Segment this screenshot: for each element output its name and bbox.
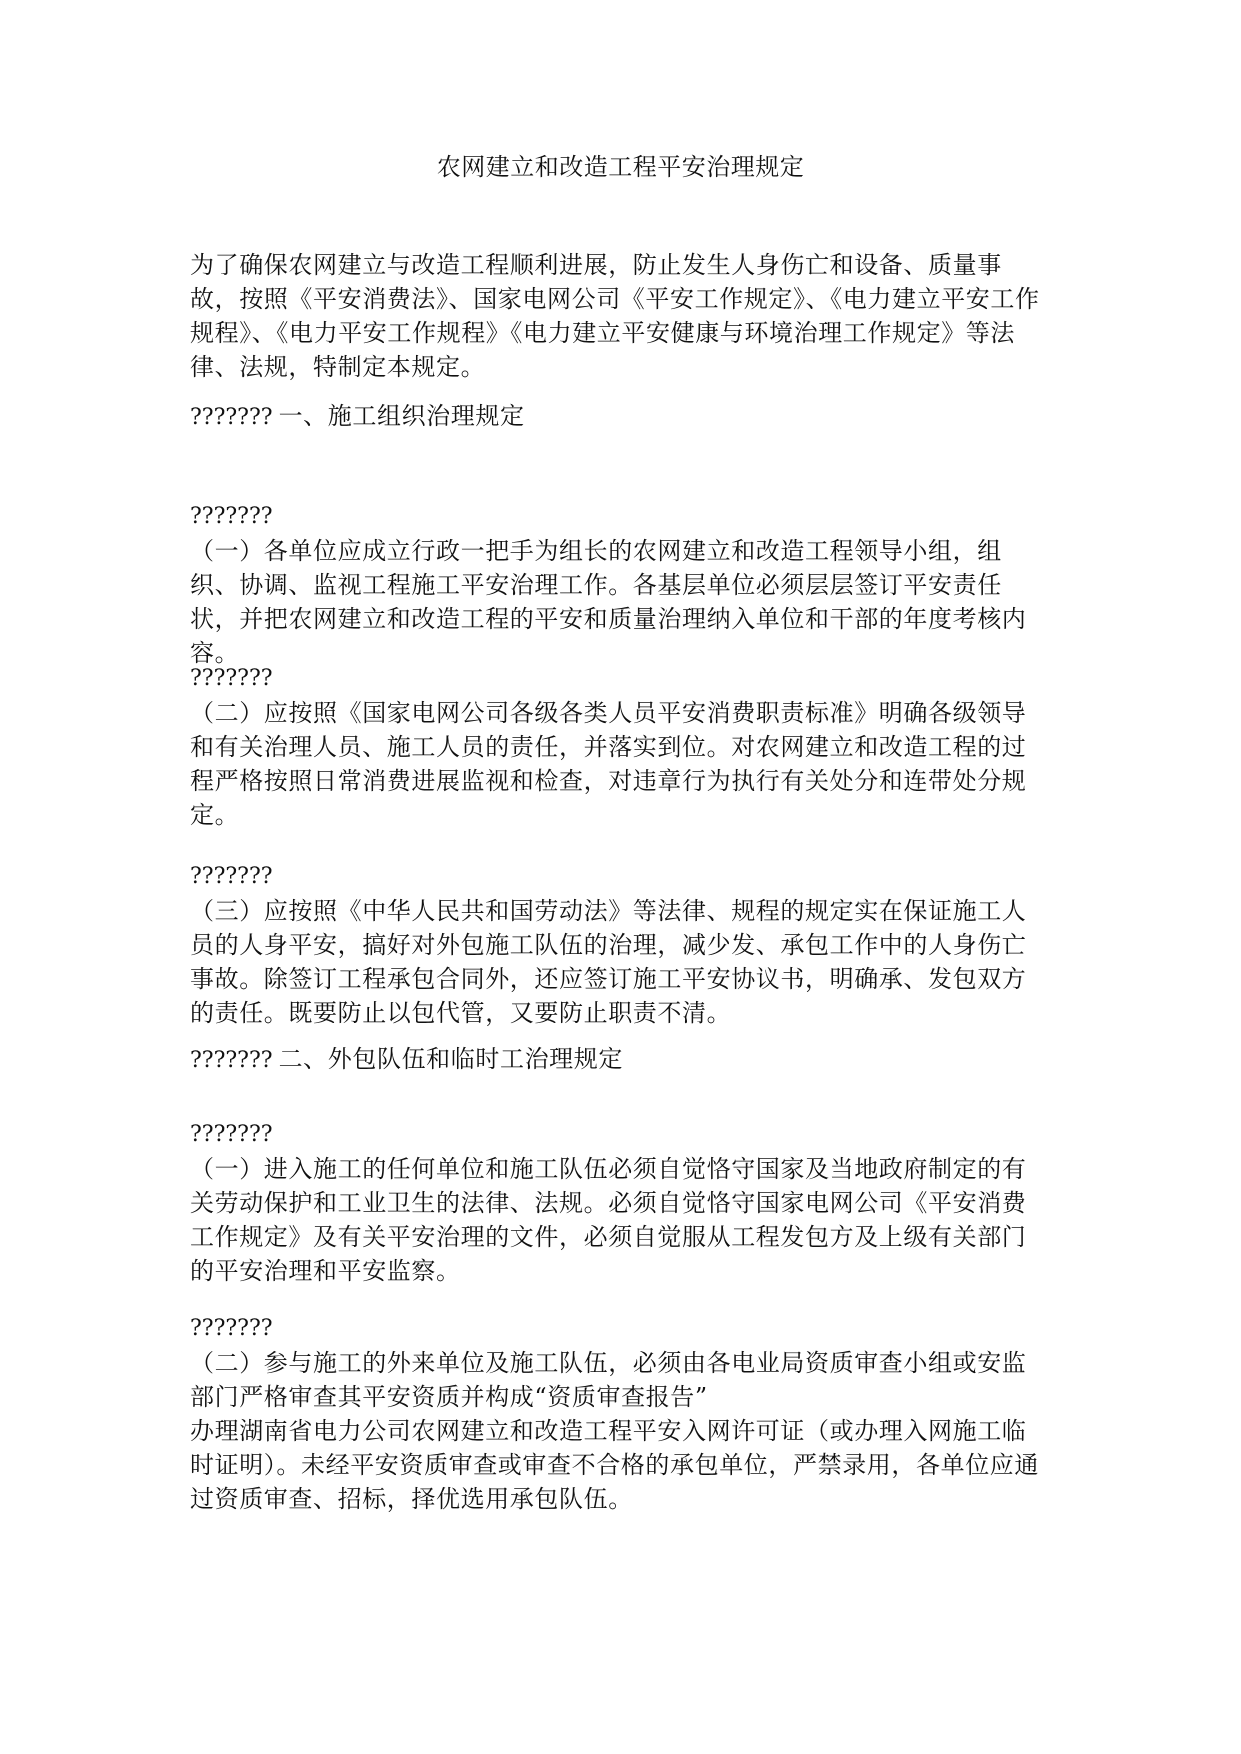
placeholder-marker: ??????? [190, 1122, 273, 1147]
heading-text: 一、施工组织治理规定 [278, 402, 525, 430]
section-1-item-2 [190, 662, 1048, 832]
placeholder-marker: ??????? [190, 864, 273, 889]
placeholder-marker: ??????? [190, 1048, 273, 1073]
paragraph-text-continued: 办理湖南省电力公司农网建立和改造工程平安入网许可证（或办理入网施工临时证明）。未经平安资质审查或审查不合格的承包单位，严禁录用，各单位应通过资质审查、招标，择优选用承包队伍。 [190, 1417, 1039, 1513]
section-heading [190, 399, 1048, 435]
placeholder-marker: ??????? [190, 504, 273, 529]
paragraph-text: （一）各单位应成立行政一把手为组长的农网建立和改造工程领导小组，组织、协调、监视工程施工平安治理工作。各基层单位必须层层签订平安责任状，并把农网建立和改造工程的平安和质量治理纳入单位和干部的年度考核内容。 [190, 537, 1027, 667]
placeholder-marker: ??????? [190, 1316, 273, 1341]
paragraph-text: （三）应按照《中华人民共和国劳动法》等法律、规程的规定实在保证施工人员的人身平安，搞好对外包施工队伍的治理，减少发、承包工作中的人身伤亡事故。除签订工程承包合同外，还应签订施工平安协议书，明确承、发包双方的责任。既要防止以包代管，又要防止职责不清。 [190, 897, 1027, 1027]
intro-paragraph [190, 248, 1048, 384]
paragraph-text: （二）参与施工的外来单位及施工队伍，必须由各电业局资质审查小组或安监部门严格审查其平安资质并构成“资质审查报告” [190, 1349, 1027, 1411]
section-heading [190, 1042, 1048, 1078]
section-1-item-3 [190, 860, 1048, 1030]
document-title: 农网建立和改造工程平安治理规定 [436, 153, 805, 181]
section-2-item-1 [190, 1118, 1048, 1288]
paragraph-text: （二）应按照《国家电网公司各级各类人员平安消费职责标准》明确各级领导和有关治理人员、施工人员的责任，并落实到位。对农网建立和改造工程的过程严格按照日常消费进展监视和检查，对违章行为执行有关处分和连带处分规定。 [190, 699, 1027, 829]
intro-text: 为了确保农网建立与改造工程顺利进展，防止发生人身伤亡和设备、质量事故，按照《平安消费法》、国家电网公司《平安工作规定》、《电力建立平安工作规程》、《电力平安工作规程》《电力建立平安健康与环境治理工作规定》等法律、法规，特制定本规定。 [190, 251, 1040, 381]
section-2-item-2 [190, 1312, 1048, 1516]
section-2-heading [190, 1042, 1048, 1078]
heading-text: 二、外包队伍和临时工治理规定 [278, 1045, 623, 1073]
placeholder-marker: ??????? [190, 405, 273, 430]
section-1-heading [190, 399, 1048, 435]
paragraph-text: （一）进入施工的任何单位和施工队伍必须自觉恪守国家及当地政府制定的有关劳动保护和工业卫生的法律、法规。必须自觉恪守国家电网公司《平安消费工作规定》及有关平安治理的文件，必须自觉服从工程发包方及上级有关部门的平安治理和平安监察。 [190, 1155, 1027, 1285]
placeholder-marker: ??????? [190, 666, 273, 691]
section-1-item-1 [190, 500, 1048, 670]
